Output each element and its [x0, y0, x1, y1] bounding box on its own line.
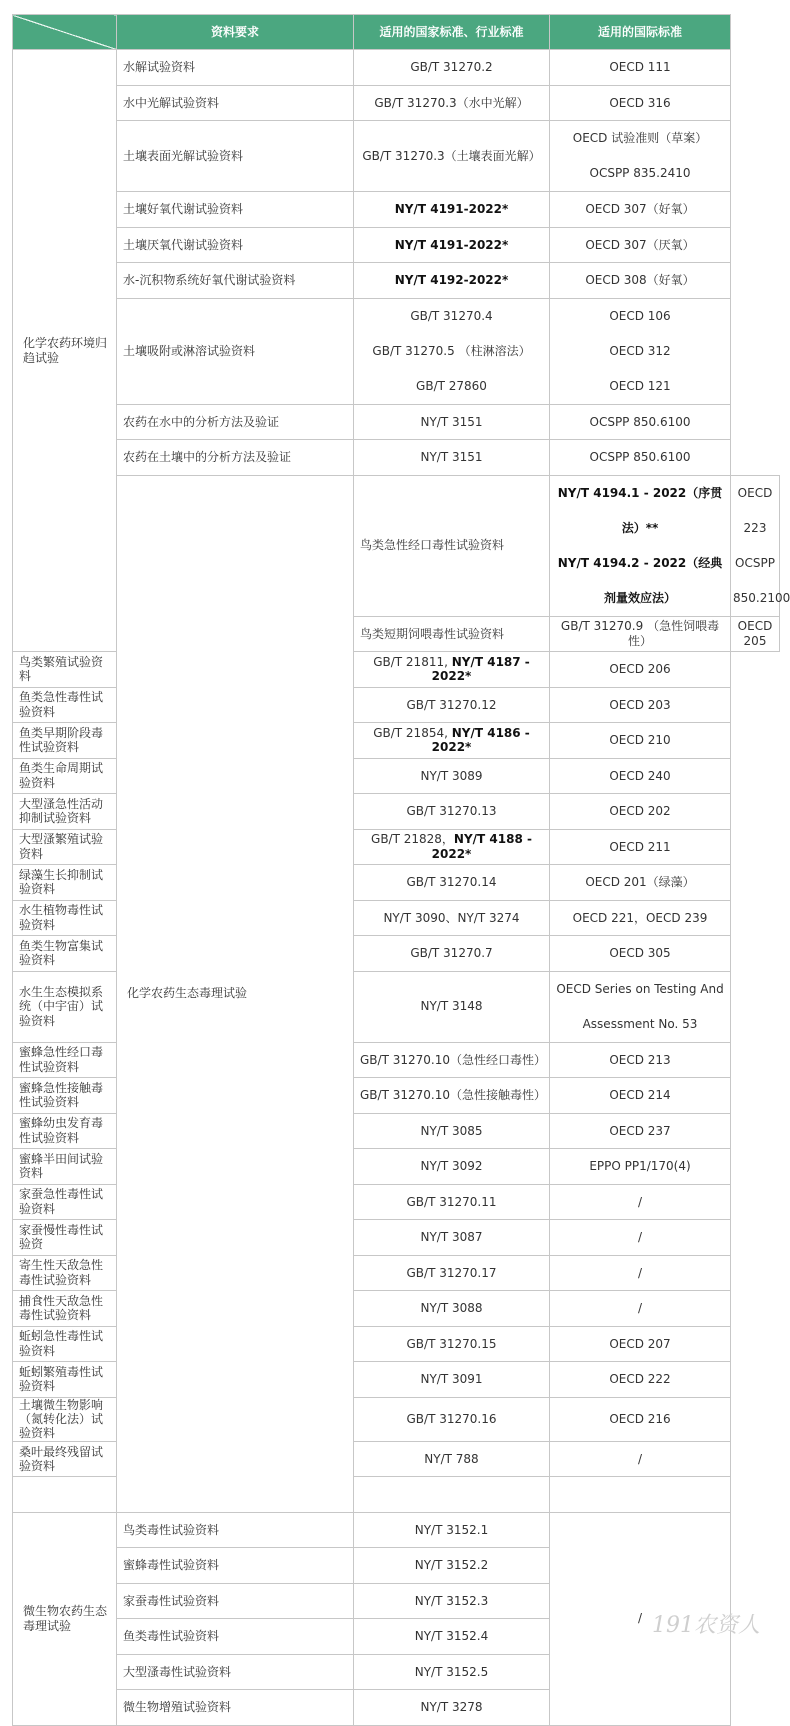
national-standard-cell	[550, 475, 731, 616]
header-row	[13, 15, 780, 50]
international-standard-cell: OECD 305	[550, 936, 731, 972]
national-standard-cell: GB/T 31270.10（急性经口毒性）	[354, 1042, 550, 1078]
national-standard-cell	[354, 829, 550, 865]
international-standard-cell: OECD 214	[550, 1078, 731, 1114]
intl-line: OECD 223	[737, 485, 773, 535]
national-standard-cell: NY/T 3152.2	[354, 1548, 550, 1584]
requirement-cell: 桑叶最终残留试验资料	[13, 1441, 117, 1477]
international-standard-cell: OECD 203	[550, 687, 731, 723]
intl-line: OCSPP 850.2100	[733, 555, 790, 605]
requirement-cell: 蚯蚓繁殖毒性试验资料	[13, 1362, 117, 1398]
national-standard-cell: NY/T 3152.5	[354, 1654, 550, 1690]
international-standard-cell: /	[550, 1255, 731, 1291]
std-line: GB/T 31270.4	[410, 308, 493, 323]
national-standard-cell	[354, 723, 550, 759]
category-cell: 化学农药环境归趋试验	[13, 50, 117, 652]
table-row	[13, 298, 780, 404]
requirement-cell: 家蚕急性毒性试验资料	[13, 1184, 117, 1220]
requirement-cell: 蜜蜂毒性试验资料	[117, 1548, 354, 1584]
table-row	[13, 1512, 780, 1548]
table-row	[13, 227, 780, 263]
intl-line: Assessment No. 53	[582, 1016, 698, 1031]
requirement-cell: 微生物增殖试验资料	[117, 1690, 354, 1726]
header-requirements: 资料要求	[117, 15, 354, 50]
international-standard-cell	[731, 475, 790, 616]
intl-line: OECD Series on Testing And	[556, 981, 724, 996]
national-standard-cell: GB/T 31270.11	[354, 1184, 550, 1220]
international-standard-cell: /	[550, 1441, 731, 1477]
international-standard-cell: OECD 111	[550, 50, 731, 86]
requirement-cell: 土壤表面光解试验资料	[117, 121, 354, 192]
international-standard-cell: OECD 206	[550, 652, 731, 688]
national-standard-cell: GB/T 31270.12	[354, 687, 550, 723]
requirement-cell: 农药在土壤中的分析方法及验证	[117, 440, 354, 476]
requirement-cell: 土壤微生物影响（氮转化法）试验资料	[13, 1397, 117, 1441]
national-standard-cell	[354, 1477, 550, 1513]
requirement-cell: 家蚕毒性试验资料	[117, 1583, 354, 1619]
national-standard-cell: GB/T 31270.10（急性接触毒性）	[354, 1078, 550, 1114]
international-standard-cell: OECD 210	[550, 723, 731, 759]
requirement-cell: 蚯蚓急性毒性试验资料	[13, 1326, 117, 1362]
national-standard-cell	[354, 227, 550, 263]
national-standard-cell: NY/T 3152.4	[354, 1619, 550, 1655]
international-standard-cell: OECD 207	[550, 1326, 731, 1362]
standard-bold: NY/T 4188 - 2022*	[431, 832, 532, 861]
international-standard-cell: /	[550, 1184, 731, 1220]
requirement-cell: 蜜蜂半田间试验资料	[13, 1149, 117, 1185]
national-standard-cell	[354, 298, 550, 404]
requirement-cell: 大型溞繁殖试验资料	[13, 829, 117, 865]
requirement-cell: 蜜蜂急性接触毒性试验资料	[13, 1078, 117, 1114]
international-standard-cell: OECD 216	[550, 1397, 731, 1441]
requirement-cell: 寄生性天敌急性毒性试验资料	[13, 1255, 117, 1291]
requirement-cell: 鸟类急性经口毒性试验资料	[354, 475, 550, 616]
table-row	[13, 263, 780, 299]
national-standard-cell: NY/T 3090、NY/T 3274	[354, 900, 550, 936]
international-standard-cell: OECD 307（厌氧）	[550, 227, 731, 263]
standard-prefix: GB/T 21828，	[371, 832, 454, 847]
std-line: GB/T 31270.5 （柱淋溶法）	[372, 343, 531, 358]
standard-bold: NY/T 4186 - 2022*	[431, 725, 530, 755]
national-standard-cell: GB/T 31270.9 （急性饲喂毒性）	[550, 616, 731, 652]
requirement-cell: 鱼类生命周期试验资料	[13, 758, 117, 794]
national-standard-cell	[354, 263, 550, 299]
requirement-cell: 蜜蜂急性经口毒性试验资料	[13, 1042, 117, 1078]
standard-prefix: GB/T 21811,	[373, 654, 452, 669]
header-national-standards: 适用的国家标准、行业标准	[354, 15, 550, 50]
requirement-cell: 大型溞急性活动抑制试验资料	[13, 794, 117, 830]
table-row	[13, 85, 780, 121]
national-standard-cell: GB/T 31270.7	[354, 936, 550, 972]
international-standard-cell: /	[550, 1291, 731, 1327]
international-standard-cell: OECD 213	[550, 1042, 731, 1078]
requirement-cell	[13, 1477, 117, 1513]
header-international-standards: 适用的国际标准	[550, 15, 731, 50]
intl-line: OECD 121	[609, 378, 671, 393]
international-standard-cell: OECD 307（好氧）	[550, 192, 731, 228]
std-line: GB/T 27860	[416, 378, 487, 393]
national-standard-cell: GB/T 31270.14	[354, 865, 550, 901]
requirement-cell: 水生生态模拟系统（中宇宙）试验资料	[13, 971, 117, 1042]
national-standard-cell: NY/T 3148	[354, 971, 550, 1042]
national-standard-cell: GB/T 31270.15	[354, 1326, 550, 1362]
requirement-cell: 绿藻生长抑制试验资料	[13, 865, 117, 901]
international-standard-cell: OECD 308（好氧）	[550, 263, 731, 299]
international-standard-cell: OECD 205	[731, 616, 780, 652]
national-standard-cell: NY/T 3278	[354, 1690, 550, 1726]
standard-bold: NY/T 4192-2022*	[394, 273, 509, 288]
national-standard-cell: GB/T 31270.3（水中光解）	[354, 85, 550, 121]
requirement-cell: 鸟类繁殖试验资料	[13, 652, 117, 688]
international-standard-cell: OECD 202	[550, 794, 731, 830]
requirement-cell: 鸟类毒性试验资料	[117, 1512, 354, 1548]
national-standard-cell: NY/T 3092	[354, 1149, 550, 1185]
international-standard-cell: OCSPP 850.6100	[550, 404, 731, 440]
national-standard-cell: GB/T 31270.3（土壤表面光解）	[354, 121, 550, 192]
requirement-cell: 水-沉积物系统好氧代谢试验资料	[117, 263, 354, 299]
international-standard-cell	[550, 298, 731, 404]
table-row	[13, 440, 780, 476]
requirement-cell: 水解试验资料	[117, 50, 354, 86]
requirement-cell: 鱼类毒性试验资料	[117, 1619, 354, 1655]
requirement-cell: 水中光解试验资料	[117, 85, 354, 121]
table-row	[13, 50, 780, 86]
international-standard-cell: /	[550, 1512, 731, 1725]
international-standard-cell: OECD 237	[550, 1113, 731, 1149]
requirement-cell: 鱼类生物富集试验资料	[13, 936, 117, 972]
international-standard-cell: /	[550, 1220, 731, 1256]
national-standard-cell: NY/T 3088	[354, 1291, 550, 1327]
header-corner-cell	[13, 15, 117, 50]
national-standard-cell: GB/T 31270.13	[354, 794, 550, 830]
national-standard-cell: GB/T 31270.17	[354, 1255, 550, 1291]
standard-bold: NY/T 4187 - 2022*	[431, 654, 530, 684]
international-standard-cell: OECD 240	[550, 758, 731, 794]
national-standard-cell: NY/T 3085	[354, 1113, 550, 1149]
requirement-cell: 水生植物毒性试验资料	[13, 900, 117, 936]
table-row	[13, 121, 780, 192]
national-standard-cell: NY/T 3151	[354, 404, 550, 440]
international-standard-cell: OECD 211	[550, 829, 731, 865]
requirement-cell: 农药在水中的分析方法及验证	[117, 404, 354, 440]
international-standard-cell	[550, 971, 731, 1042]
standard-bold: NY/T 4194.1 - 2022（序贯法）**	[557, 485, 723, 535]
category-cell: 化学农药生态毒理试验	[117, 475, 354, 1512]
international-standard-cell: OECD 221，OECD 239	[550, 900, 731, 936]
table-row	[13, 475, 780, 616]
international-standard-cell: OECD 316	[550, 85, 731, 121]
intl-line: OECD 312	[609, 343, 671, 358]
international-standard-cell: OECD 222	[550, 1362, 731, 1398]
international-standard-cell: EPPO PP1/170(4)	[550, 1149, 731, 1185]
requirement-cell: 家蚕慢性毒性试验资	[13, 1220, 117, 1256]
footer-watermark: 191农资人	[652, 1613, 760, 1638]
international-standard-cell: OCSPP 850.6100	[550, 440, 731, 476]
standard-prefix: GB/T 21854,	[373, 725, 452, 740]
international-standard-cell: OECD 201（绿藻）	[550, 865, 731, 901]
intl-line: OECD 试验准则（草案）	[572, 131, 708, 145]
requirement-cell: 鱼类急性毒性试验资料	[13, 687, 117, 723]
requirement-cell: 大型溞毒性试验资料	[117, 1654, 354, 1690]
national-standard-cell: GB/T 31270.16	[354, 1397, 550, 1441]
national-standard-cell: NY/T 3152.1	[354, 1512, 550, 1548]
table-row	[13, 192, 780, 228]
national-standard-cell	[354, 652, 550, 688]
standard-bold: NY/T 4191-2022*	[394, 237, 509, 252]
national-standard-cell	[354, 192, 550, 228]
requirement-cell: 捕食性天敌急性毒性试验资料	[13, 1291, 117, 1327]
requirement-cell: 鱼类早期阶段毒性试验资料	[13, 723, 117, 759]
standard-bold: NY/T 4191-2022*	[394, 202, 509, 217]
national-standard-cell: NY/T 3091	[354, 1362, 550, 1398]
national-standard-cell: NY/T 788	[354, 1441, 550, 1477]
national-standard-cell: NY/T 3152.3	[354, 1583, 550, 1619]
standard-bold: NY/T 4194.2 - 2022（经典剂量效应法）	[557, 555, 723, 605]
intl-line: OCSPP 835.2410	[589, 166, 691, 180]
category-cell: 微生物农药生态毒理试验	[13, 1512, 117, 1725]
national-standard-cell: NY/T 3087	[354, 1220, 550, 1256]
standards-table	[12, 14, 790, 1726]
national-standard-cell: GB/T 31270.2	[354, 50, 550, 86]
requirement-cell: 土壤厌氧代谢试验资料	[117, 227, 354, 263]
national-standard-cell: NY/T 3151	[354, 440, 550, 476]
international-standard-cell	[550, 1477, 731, 1513]
intl-line: OECD 106	[609, 308, 671, 323]
table-row	[13, 404, 780, 440]
requirement-cell: 土壤好氧代谢试验资料	[117, 192, 354, 228]
requirement-cell: 蜜蜂幼虫发育毒性试验资料	[13, 1113, 117, 1149]
international-standard-cell	[550, 121, 731, 192]
requirement-cell: 土壤吸附或淋溶试验资料	[117, 298, 354, 404]
national-standard-cell: NY/T 3089	[354, 758, 550, 794]
requirement-cell: 鸟类短期饲喂毒性试验资料	[354, 616, 550, 652]
